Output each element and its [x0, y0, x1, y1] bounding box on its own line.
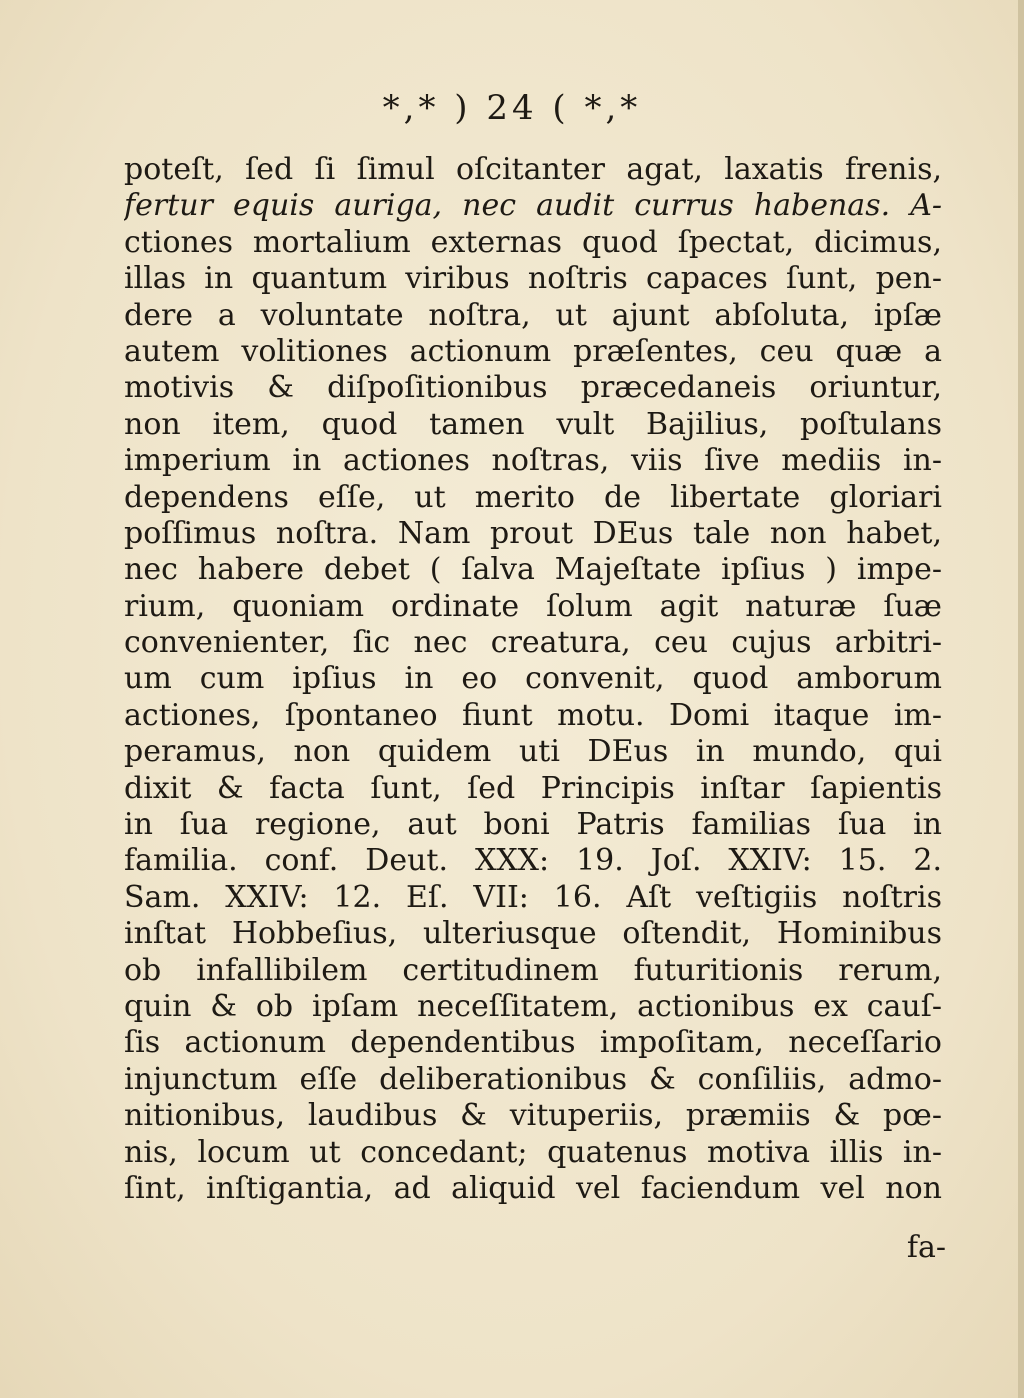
page-edge-shadow: [1018, 0, 1024, 1398]
text-line: dependens eſſe, ut merito de libertate gloriari: [124, 479, 942, 515]
text-line: imperium in actiones noſtras, viis ſive mediis in-: [124, 443, 942, 479]
text-line: dixit & facta ſunt, ſed Principis inſtar ſapientis: [124, 770, 942, 806]
text-line: convenienter, ſic nec creatura, ceu cujus arbitri-: [124, 625, 942, 661]
text-line: poſſimus noſtra. Nam prout DEus tale non habet,: [124, 515, 942, 551]
text-line: inſtat Hobbeſius, ulteriusque oſtendit, Hominibus: [124, 916, 942, 952]
catchword: fa-: [906, 1230, 946, 1265]
text-line: ob infallibilem certitudinem futuritionis rerum,: [124, 952, 942, 988]
text-line: actiones, ſpontaneo fiunt motu. Domi itaque im-: [124, 697, 942, 733]
text-line: nec habere debet ( ſalva Majeſtate ipſius ) impe-: [124, 552, 942, 588]
text-line: nis, locum ut concedant; quatenus motiva illis in-: [124, 1134, 942, 1170]
text-line: in ſua regione, aut boni Patris familias ſua in: [124, 807, 942, 843]
text-line: familia. conf. Deut. XXX: 19. Joſ. XXIV: 15. 2.: [124, 843, 942, 879]
text-line: illas in quantum viribus noſtris capaces ſunt, pen-: [124, 261, 942, 297]
text-line: fertur equis auriga, nec audit currus habenas. A-: [124, 188, 942, 224]
text-line: dere a voluntate noſtra, ut ajunt abſoluta, ipſæ: [124, 297, 942, 333]
text-line: nitionibus, laudibus & vituperiis, præmiis & pœ-: [124, 1098, 942, 1134]
text-line: injunctum eſſe deliberationibus & conſiliis, admo-: [124, 1061, 942, 1097]
text-line: ſint, inſtigantia, ad aliquid vel faciendum vel non: [124, 1170, 942, 1206]
text-line: peramus, non quidem uti DEus in mundo, qui: [124, 734, 942, 770]
text-line: um cum ipſius in eo convenit, quod amborum: [124, 661, 942, 697]
text-line: ctiones mortalium externas quod ſpectat, dicimus,: [124, 224, 942, 260]
text-line: autem volitiones actionum præſentes, ceu quæ a: [124, 333, 942, 369]
text-line: poteſt, ſed ſi ſimul oſcitanter agat, laxatis frenis,: [124, 152, 942, 187]
text-line: Sam. XXIV: 12. Eſ. VII: 16. Aſt veſtigiis noſtris: [124, 879, 942, 915]
running-head: *,* ) 24 ( *,*: [382, 88, 642, 128]
text-line: ſis actionum dependentibus impoſitam, neceſſario: [124, 1025, 942, 1061]
text-line: motivis & diſpoſitionibus præcedaneis oriuntur,: [124, 370, 942, 406]
text-line: quin & ob ipſam neceſſitatem, actionibus ex cauſ-: [124, 988, 942, 1024]
body-text: [124, 152, 942, 1207]
text-line: non item, quod tamen vult Bajilius, poſtulans: [124, 406, 942, 442]
text-line: rium, quoniam ordinate ſolum agit naturæ ſuæ: [124, 588, 942, 624]
